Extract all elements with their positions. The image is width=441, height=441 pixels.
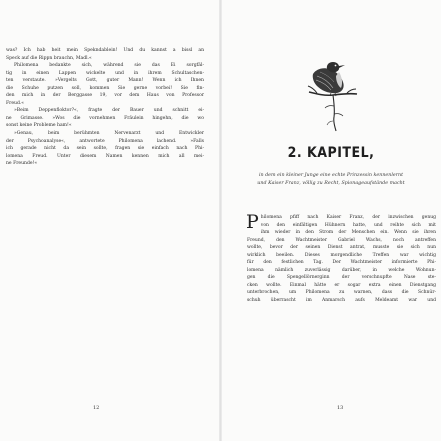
text-line: ihm wieder in den Strom der Menschen ein. Wenn sie ihren — [260, 230, 436, 236]
text-line: der Psychoanalyse«, antwortete Philomena lachend. »Falls — [6, 138, 204, 144]
text-line: gen die Spengellörnerginn der verschnupfte Nase ste- — [247, 275, 436, 281]
text-line: tig in einen Lappen wickelte und in ihrem Schultaschen- — [6, 70, 204, 76]
text-line: »Genau, beim berühmten Nervenarzt und Entwickler — [14, 131, 204, 137]
page-number: 12 — [93, 405, 100, 411]
drop-cap: P — [246, 211, 259, 233]
left-page-body — [6, 47, 204, 168]
paragraph — [6, 107, 204, 130]
text-line: Freud.« — [6, 100, 25, 106]
text-line: ne Grimasse. »Wos die vornehmen Fräulein hingehn, die wo — [6, 115, 204, 121]
right-page — [221, 0, 441, 441]
text-line: ich gerade nicht da sein sollte, fragen sie einfach nach Phi- — [6, 146, 204, 152]
text-line: Freund, den Wachtmeister Gabriel Wachs, noch antreffen — [247, 237, 436, 243]
text-line: unterbrochen, um Philomena zu warnen, dass die Schnür- — [247, 290, 436, 296]
text-line: für den festlichen Tag. Der Wachtmeister informierte Phi- — [247, 260, 436, 266]
text-line: den mich in der Berggasse 19, vor dem Haus von Professor — [6, 93, 204, 99]
page-number: 13 — [337, 405, 344, 411]
text-line: hilomena pfiff nach Kaiser Franz, der inzwischen genug — [260, 215, 436, 220]
paragraph — [6, 130, 204, 168]
summary-line: und Kaiser Franz, völlig zu Recht, Spionageaufstände macht — [257, 180, 405, 186]
text-line: ne Freunde!« — [6, 161, 38, 167]
paragraph — [246, 211, 436, 305]
text-line: cken wollte. Einmal hätte er sogar extra einen Dienstgang — [247, 282, 436, 288]
text-line: die Schuhe putzen soll, kommen Sie gerne vorbei! Sie fin- — [6, 85, 204, 91]
text-line: ten verstaute. »Vergelts Gott, guter Mann! Wenn ich Ihnen — [6, 78, 204, 84]
text-line: schuh überrascht im Anmarsch aufs Meldeamt war und — [247, 298, 436, 304]
text-line: sonst keine Probleme ham!« — [6, 123, 72, 129]
paragraph — [6, 47, 204, 62]
text-line: lomena Freud. Unter diesem Namen kennen mich all mei- — [6, 153, 204, 159]
text-line: wollte, bevor der seinen Dienst antrat, musste sie sich nun — [247, 245, 436, 251]
chapter-summary — [221, 172, 441, 187]
text-line: von den einfältigen Hühnern hatte, und reihte sich mit — [260, 222, 436, 228]
left-page — [0, 0, 220, 441]
text-line: wirklich beeilen. Dieses morgendliche Treffen war wichtig — [247, 252, 436, 258]
text-line: »Beim Deppenfloktor?«, fragte der Bauer und schnitt ei- — [14, 108, 204, 114]
text-line: lomena nämlich zuverlässig darüber, in welche Wohnun- — [247, 267, 436, 273]
right-page-body — [246, 211, 436, 305]
bird-on-branch-icon — [303, 58, 361, 133]
summary-line: in dem ein kleiner Junge eine echte Prinzessin kennenlernt — [258, 173, 404, 178]
text-line: Speck auf die Rippn brauchn, Madl.« — [6, 55, 92, 61]
paragraph — [6, 62, 204, 107]
chapter-title: 2. KAPITEL, — [287, 145, 375, 161]
text-line: Philomena bedankte sich, während sie das Ei sorgfäl- — [14, 63, 204, 69]
text-line: was? Ich hab heit mein Spekndablein! Und du kannst a bissl an — [6, 48, 204, 53]
